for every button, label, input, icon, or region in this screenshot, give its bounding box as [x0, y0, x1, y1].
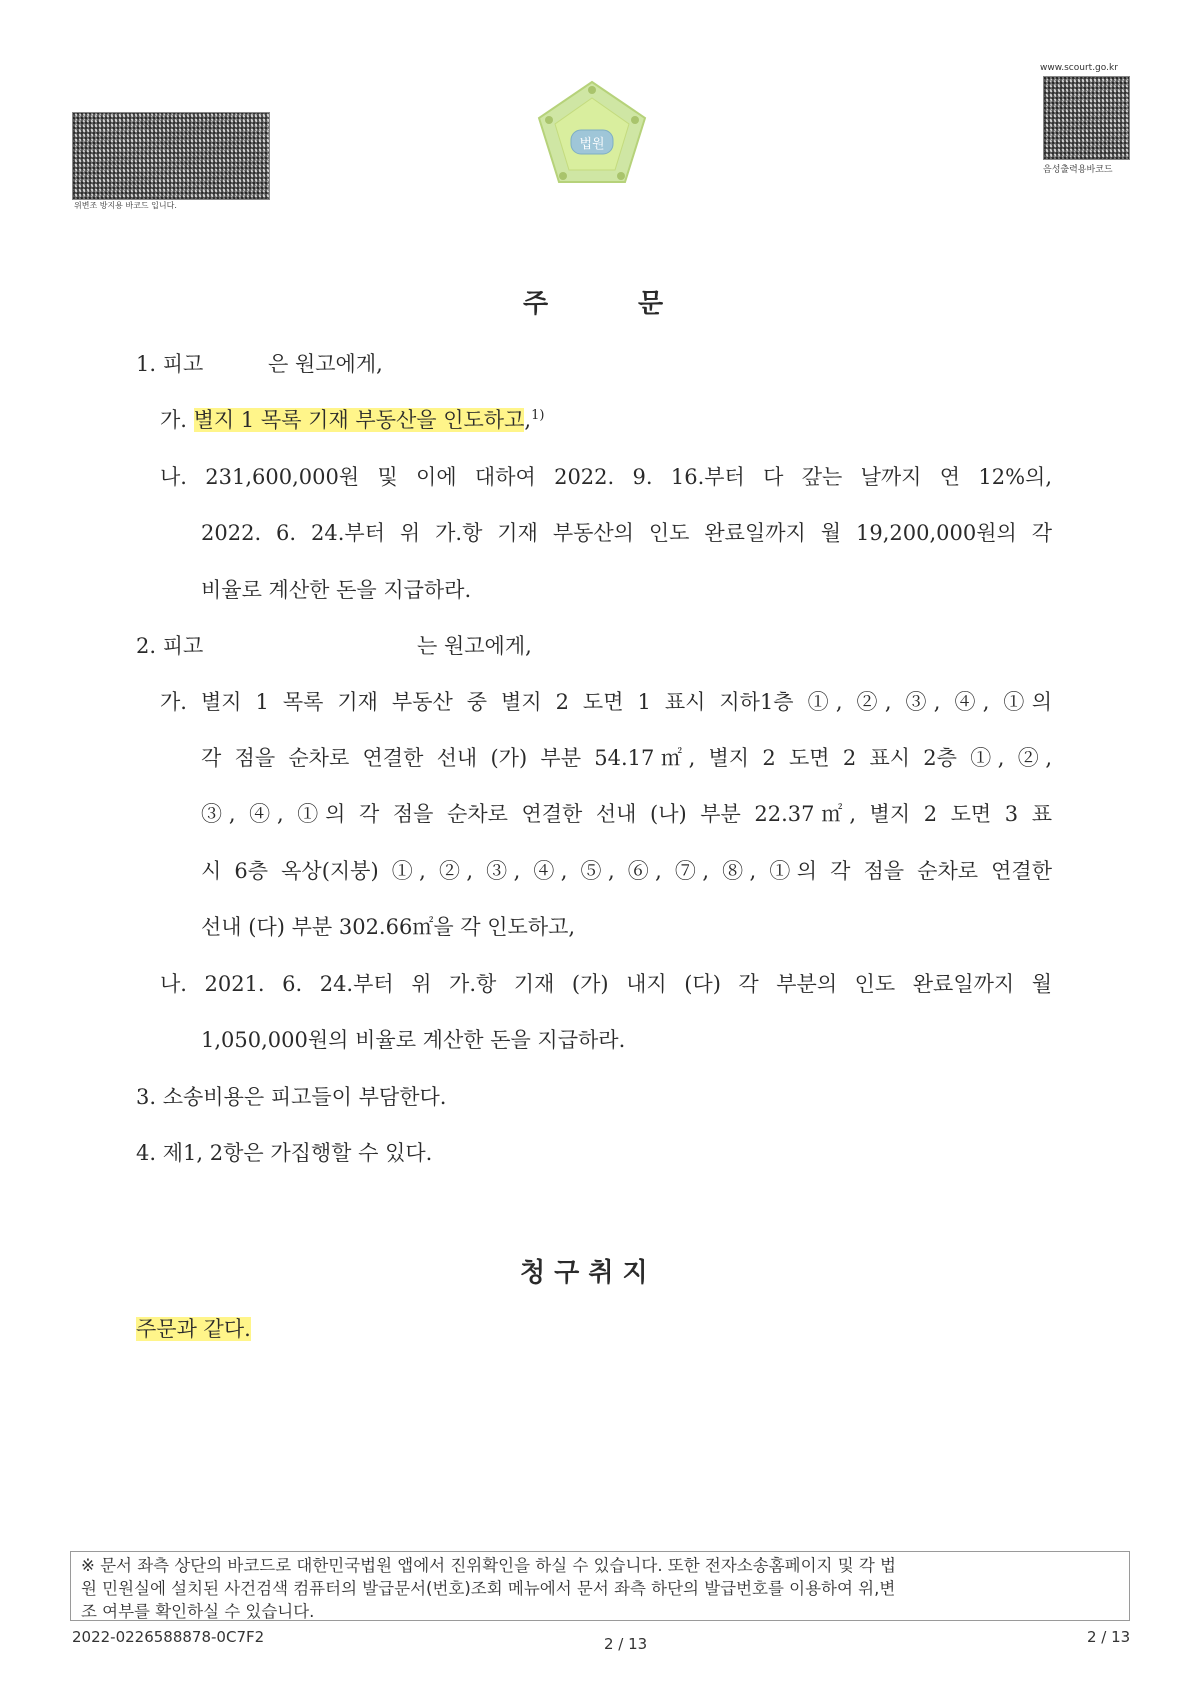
claim-body-highlight: 주문과 같다. [136, 1317, 251, 1341]
verification-notice [70, 1551, 1130, 1621]
order-item2-tail: 는 원고에게, [417, 634, 532, 658]
order-item1-ga [160, 404, 544, 434]
seal-text: 법원 [579, 137, 605, 152]
order-item2-na-line1: 나. 2021. 6. 24.부터 위 가.항 기재 (가) 내지 (다) 각 부분의 인도 완료일까지 월 [160, 972, 1052, 996]
forgery-prevention-barcode [72, 112, 270, 200]
notice-line3: 조 여부를 확인하실 수 있습니다. [81, 1602, 315, 1621]
order-item1-head: 1. 피고 [136, 352, 204, 376]
order-item1-ga-suffix: , [524, 408, 532, 432]
order-item2-na-line2: 1,050,000원의 비율로 계산한 돈을 지급하라. [201, 1028, 626, 1052]
order-item2-head: 2. 피고 [136, 634, 204, 658]
issue-number: 2022-0226588878-0C7F2 [72, 1628, 265, 1646]
footnote-marker: 1) [531, 408, 545, 423]
order-item2-ga-line5: 선내 (다) 부분 302.66㎡을 각 인도하고, [201, 915, 576, 939]
left-barcode-caption: 위변조 방지용 바코드 입니다. [74, 201, 177, 210]
order-item2-ga-line2: 각 점을 순차로 연결한 선내 (가) 부분 54.17㎡, 별지 2 도면 2 표시 2층 ①, ②, [201, 746, 1052, 770]
order-item1-ga-prefix: 가. [160, 408, 194, 432]
court-seal-icon [535, 78, 649, 188]
page-number-center: 2 / 13 [604, 1635, 648, 1653]
order-item2-ga-line4: 시 6층 옥상(지붕) ①, ②, ③, ④, ⑤, ⑥, ⑦, ⑧, ①의 각 점을 순차로 연결한 [201, 859, 1052, 883]
audio-output-barcode [1043, 76, 1130, 160]
order-item1-tail: 은 원고에게, [268, 352, 383, 376]
order-title-right: 문 [638, 289, 664, 319]
order-item2-ga-line1: 가. 별지 1 목록 기재 부동산 중 별지 2 도면 1 표시 지하1층 ①, ②, ③, ④, ①의 [160, 690, 1052, 714]
order-item1-ga-highlight: 별지 1 목록 기재 부동산을 인도하고 [193, 408, 525, 432]
order-item1-na-line3: 비율로 계산한 돈을 지급하라. [201, 578, 472, 602]
order-item2-ga-line3: ③, ④, ①의 각 점을 순차로 연결한 선내 (나) 부분 22.37㎡, 별지 2 도면 3 표 [201, 802, 1052, 826]
order-item3: 3. 소송비용은 피고들이 부담한다. [136, 1085, 447, 1109]
right-barcode-caption: 음성출력용바코드 [1043, 165, 1113, 175]
order-item1-na-line2: 2022. 6. 24.부터 위 가.항 기재 부동산의 인도 완료일까지 월 19,200,000원의 각 [201, 521, 1052, 545]
order-item1-na-line1: 나. 231,600,000원 및 이에 대하여 2022. 9. 16.부터 다 갚는 날까지 연 12%의, [160, 465, 1052, 489]
page-number-right: 2 / 13 [1087, 1628, 1131, 1646]
claim-title: 청 구 취 지 [520, 1258, 648, 1288]
order-item4: 4. 제1, 2항은 가집행할 수 있다. [136, 1141, 433, 1165]
order-title-left: 주 [523, 289, 549, 319]
notice-line1: ※ 문서 좌측 상단의 바코드로 대한민국법원 앱에서 진위확인을 하실 수 있습니다. 또한 전자소송홈페이지 및 각 법 [81, 1556, 896, 1575]
claim-body [136, 1313, 251, 1343]
notice-line2: 원 민원실에 설치된 사건검색 컴퓨터의 발급문서(번호)조회 메뉴에서 문서 좌측 하단의 발급번호를 이용하여 위,변 [81, 1579, 896, 1598]
court-site-url: www.scourt.go.kr [1040, 63, 1118, 73]
